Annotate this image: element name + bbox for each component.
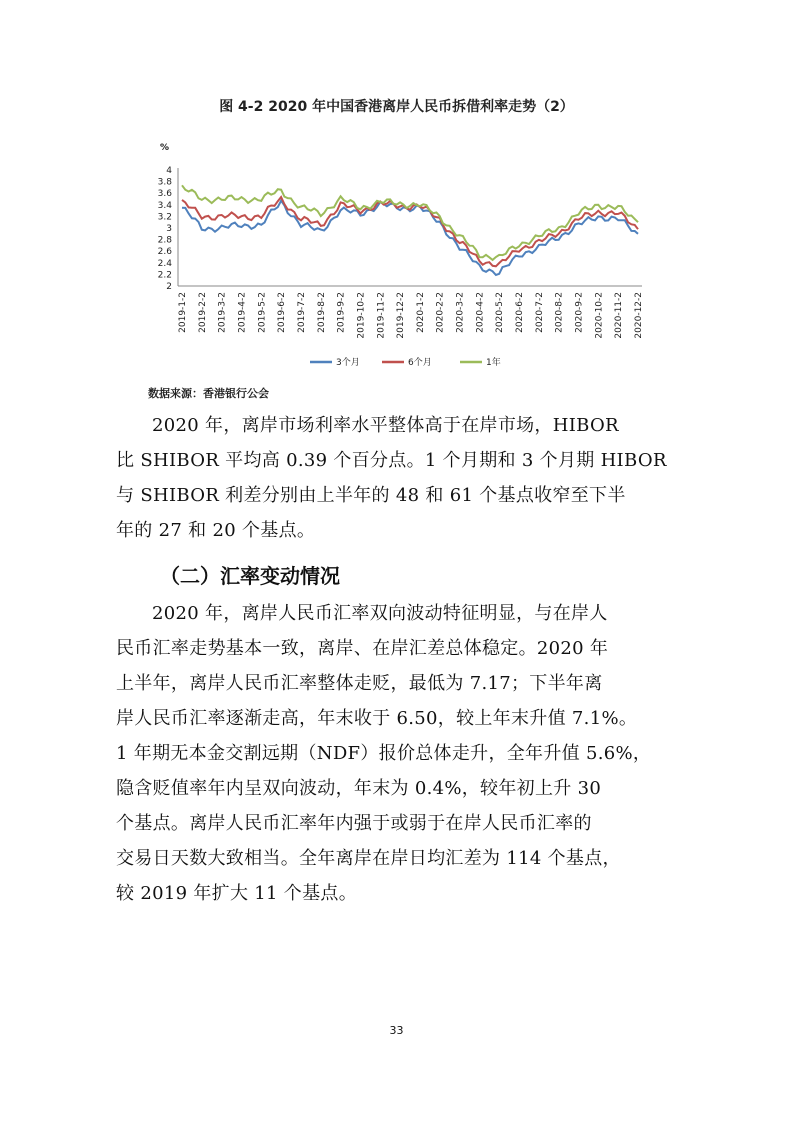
- x-tick-label: 2020-4-2: [475, 292, 486, 333]
- paragraph-2-line: 个基点。离岸人民币汇率年内强于或弱于在岸人民币汇率的: [116, 813, 592, 834]
- x-tick-label: 2019-2-2: [197, 292, 208, 333]
- paragraph-2-line: 交易日天数大致相当。全年离岸在岸日均汇差为 114 个基点，: [116, 848, 621, 869]
- y-tick-label: 2: [166, 282, 172, 292]
- paragraph-2-line: 1 年期无本金交割远期（NDF）报价总体走升，全年升值 5.6%，: [116, 743, 652, 764]
- legend-label: 6个月: [408, 358, 432, 368]
- x-tick-label: 2019-7-2: [296, 292, 307, 333]
- series-line-3: [182, 185, 638, 260]
- y-tick-label: 2.8: [157, 235, 172, 246]
- x-tick-label: 2020-8-2: [554, 292, 565, 333]
- x-tick-label: 2020-3-2: [455, 292, 466, 333]
- y-tick-label: 2.6: [157, 247, 172, 258]
- x-tick-label: 2020-12-2: [634, 292, 644, 339]
- x-tick-label: 2019-3-2: [217, 292, 228, 333]
- paragraph-2-line: 隐含贬值率年内呈双向波动，年末为 0.4%，较年初上升 30: [116, 778, 602, 799]
- x-tick-label: 2020-9-2: [574, 292, 585, 333]
- page-number: 33: [389, 1024, 404, 1037]
- x-tick-label: 2020-2-2: [435, 292, 446, 333]
- y-tick-label: 3.4: [157, 200, 172, 211]
- y-tick-label: 2.4: [157, 258, 172, 269]
- y-tick-label: 3: [166, 224, 172, 234]
- x-tick-label: 2020-6-2: [515, 292, 526, 333]
- series-line-1: [182, 201, 638, 275]
- x-tick-label: 2019-4-2: [237, 292, 248, 333]
- x-tick-label: 2019-5-2: [257, 292, 268, 333]
- x-tick-label: 2020-5-2: [495, 292, 506, 333]
- figure-title: 图 4-2 2020 年中国香港离岸人民币拆借利率走势（2）: [219, 99, 574, 115]
- paragraph-1: [116, 408, 676, 548]
- y-tick-label: 4: [166, 166, 172, 176]
- x-tick-label: 2019-11-2: [376, 292, 387, 339]
- x-tick-label: 2020-11-2: [614, 292, 625, 339]
- x-tick-label: 2019-6-2: [277, 292, 288, 333]
- paragraph-1-line: 年的 27 和 20 个基点。: [116, 520, 316, 541]
- x-tick-label: 2019-1-2: [178, 292, 188, 333]
- y-axis-unit-label: %: [160, 143, 170, 153]
- paragraph-2-line: 民币汇率走势基本一致，离岸、在岸汇差总体稳定。2020 年: [116, 638, 609, 659]
- paragraph-2-line: 上半年，离岸人民币汇率整体走贬，最低为 7.17；下半年离: [116, 673, 603, 694]
- x-tick-label: 2019-10-2: [356, 292, 367, 339]
- x-tick-label: 2020-10-2: [594, 292, 605, 339]
- x-tick-label: 2019-9-2: [336, 292, 347, 333]
- paragraph-1-line: 2020 年，离岸市场利率水平整体高于在岸市场，HIBOR: [152, 415, 619, 436]
- paragraph-2-line: 较 2019 年扩大 11 个基点。: [116, 883, 357, 904]
- y-tick-label: 3.2: [157, 212, 172, 223]
- legend-label: 1年: [486, 358, 501, 368]
- paragraph-1-line: 比 SHIBOR 平均高 0.39 个百分点。1 个月期和 3 个月期 HIBOR: [116, 450, 667, 471]
- paragraph-2: [116, 596, 676, 911]
- y-tick-label: 3.6: [157, 189, 172, 200]
- x-tick-label: 2019-8-2: [316, 292, 327, 333]
- y-tick-label: 3.8: [157, 177, 172, 188]
- paragraph-2-line: 2020 年，离岸人民币汇率双向波动特征明显，与在岸人: [152, 603, 608, 624]
- paragraph-1-line: 与 SHIBOR 利差分别由上半年的 48 和 61 个基点收窄至下半: [116, 485, 626, 506]
- x-tick-label: 2020-1-2: [415, 292, 426, 333]
- x-tick-label: 2020-7-2: [534, 292, 545, 333]
- y-tick-label: 2.2: [157, 270, 172, 281]
- legend-label: 3个月: [336, 358, 360, 368]
- section-heading: （二）汇率变动情况: [160, 564, 340, 588]
- interest-rate-line-chart: [150, 134, 670, 380]
- data-source: 数据来源：香港银行公会: [148, 387, 269, 400]
- paragraph-2-line: 岸人民币汇率逐渐走高，年末收于 6.50，较上年末升值 7.1%。: [116, 708, 638, 729]
- x-tick-label: 2019-12-2: [396, 292, 407, 339]
